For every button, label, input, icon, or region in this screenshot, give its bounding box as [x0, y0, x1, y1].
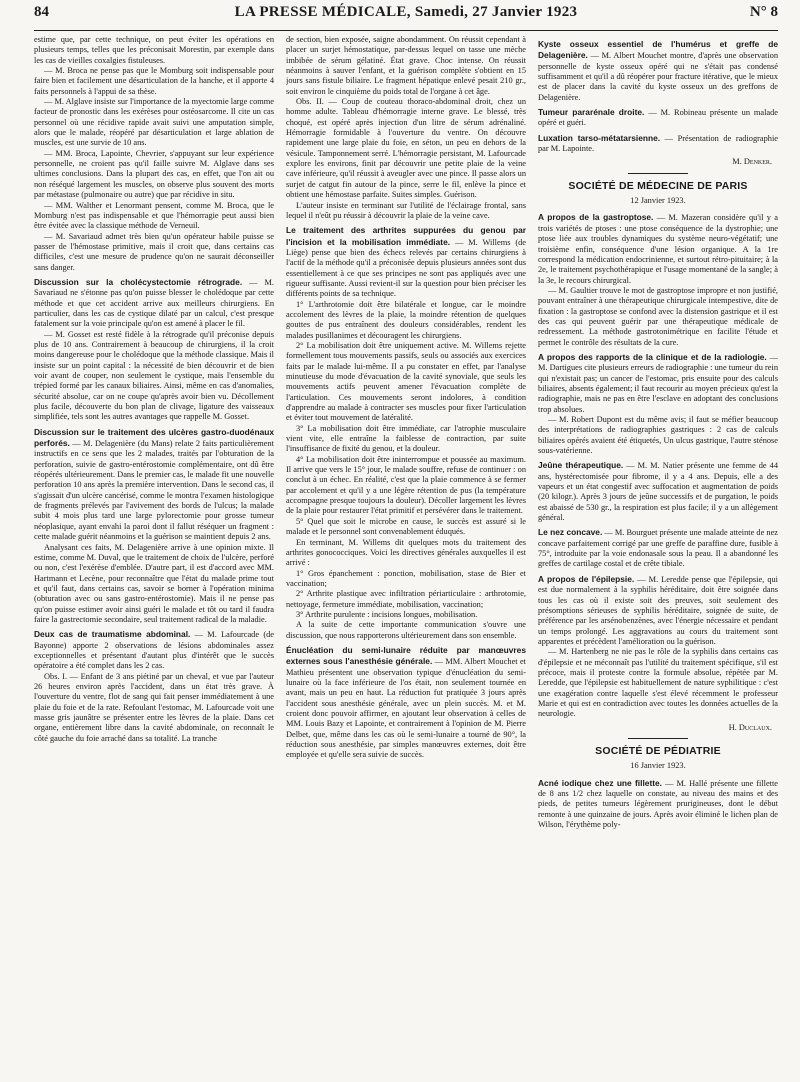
paragraph-text: — M. Mazeran considère qu'il y a trois variétés de ptoses : une ptose conséquence de la dystrophie; une ptose liée aux troubles dynamiques du système neuro-végétatif; une troisième enfin, conséquence d'une lésion organique. A la 1re correspond la médication endocrinienne, et surtout rétro-pituitaire; à la 2e, le traitement psychothérapique et l'usage momentané de la sangle; à la 3e, le recours chirurgical.	[538, 213, 778, 285]
paragraph-with-heading	[538, 352, 778, 415]
paragraph-text: — MM. Walther et Lenormant pensent, comme M. Broca, que le Momburg n'est pas indispensable et que l'hémorragie peut aussi bien être évitée avec la classique méthode de Verneuil.	[34, 200, 274, 231]
paragraph-text: 2° Arthrite plastique avec infiltration périarticulaire : arthrotomie, nettoyage, fermeture immédiate, mobilisation, vaccination;	[286, 589, 526, 609]
author-signature: H. Duclaux.	[728, 722, 772, 732]
paragraph-text: — M. Robineau présente un malade opéré et guéri.	[538, 108, 778, 128]
column-3	[538, 35, 778, 1075]
paragraph	[286, 620, 526, 641]
paragraph-text: L'auteur insiste en terminant sur l'utilité de l'éclairage frontal, sans lequel il n'eût pu réussir à découvrir la plaie de la veine cave.	[286, 200, 526, 220]
paragraph-text: — M. Broca ne pense pas que le Momburg soit indispensable pour faire bien et facilement une désarticulation de la hanche, et il apporte 4 faits personnels à l'appui de sa thèse.	[34, 66, 274, 96]
paragraph-heading: Énucléation du semi-lunaire réduite par manœuvres externes sous l'anesthésie générale.	[286, 644, 526, 667]
paragraph-with-heading	[538, 574, 778, 647]
author-signature: M. Denker.	[732, 157, 772, 167]
paragraph-heading: Le traitement des arthrites suppurées du genou par l'incision et la mobilisation immédiate.	[286, 225, 526, 247]
paragraph-heading: Le nez concave.	[538, 527, 603, 538]
paragraph-text: estime que, par cette technique, on peut éviter les opérations en plusieurs temps, telles que les préconisait Morestin, par exemple dans les cas de vieilles coxalgies fistuleuses.	[34, 35, 274, 65]
issue-number: N° 8	[749, 4, 778, 20]
paragraph	[34, 543, 274, 626]
paragraph	[34, 66, 274, 97]
paragraph	[286, 97, 526, 200]
paragraph-with-heading	[538, 778, 778, 831]
section-title: SOCIÉTÉ DE PÉDIATRIE	[595, 744, 721, 757]
divider	[628, 738, 688, 739]
journal-title: LA PRESSE MÉDICALE, Samedi, 27 Janvier 1923	[234, 4, 578, 20]
paragraph-text: — M. Dartigues cite plusieurs erreurs de radiographie : une tumeur du rein qui n'existait pas; un cancer de l'estomac, pris ensuite pour des calculs biliaires, absents également; il faut recourir au moyen précieux qu'est la radiographie, mais ne pas en être l'esclave en adoptant des conclusions trop absolues.	[538, 352, 778, 414]
paragraph-heading: A propos de l'épilepsie.	[538, 573, 635, 584]
paragraph	[538, 415, 778, 456]
paragraph-text: 3° La mobilisation doit être immédiate, car l'atrophie musculaire vient vite, elle entraîne la faiblesse de contraction, par suite l'insuffisance de fixité du genou, et la douleur.	[286, 423, 526, 454]
surgery-notes	[538, 39, 778, 154]
paragraph-heading: Deux cas de traumatisme abdominal.	[34, 629, 191, 640]
section-date: 12 Janvier 1923.	[630, 196, 686, 206]
paragraph-text: — M. M. Natier présente une femme de 44 ans, hystérectomisée pour fibrome, il y a 4 ans. Depuis, elle a des vapeurs et un état congestif avec suffocation et augmentation de poids (20 kilogr.). Après 3 jours de jeûne successifs et de purgation, le poids est abaissé de 530 gr., la respiration est plus facile; il y a un allègement général.	[538, 461, 778, 523]
paragraph-text: Analysant ces faits, M. Delagenière arrive à une opinion mixte. Il estime, comme M. Duval, que le traitement de choix de l'ulcère, perforé ou non, c'est l'exérèse d'emblée. D'autre part, il est d'accord avec MM. Hartmann et Lecène, pour reconnaître que l'état du malade prime tout et qu'il faut, dans certains cas, savoir se borner à l'opération minima (obturation avec ou sans gastro-entérostomie). Mais il ne pense pas qu'on puisse estimer avoir ainsi guéri le malade et tôt ou tard il faudra faire la gastrectomie secondaire, seul traitement radical de la maladie.	[34, 542, 274, 624]
paragraph	[34, 97, 274, 149]
pediatrics-notes	[538, 778, 778, 831]
paragraph	[286, 538, 526, 569]
paragraph	[286, 589, 526, 610]
section-date: 16 Janvier 1923.	[630, 761, 686, 771]
paragraph-with-heading	[34, 427, 274, 543]
paragraph-heading: Discussion sur la cholécystectomie rétrograde.	[34, 276, 243, 287]
paragraph	[286, 455, 526, 517]
paragraph-with-heading	[538, 212, 778, 285]
paragraph-text: A la suite de cette importante communication s'ouvre une discussion, que nous rapporterons ultérieurement dans son ensemble.	[286, 620, 526, 640]
paragraph-text: de section, bien exposée, saigne abondamment. On réussit cependant à placer un surjet hémostatique, par-dessus lequel on tasse une mèche imbibée de sérum gélatiné. État grave. Choc intense. On réussit néanmoins à sauver l'enfant, et la guérison complète s'obtient en 15 jours sans fistule biliaire. Le fragment hépatique enlevé pesait 210 gr., soit environ le cinquième du poids total de l'organe à cet âge.	[286, 35, 526, 96]
paragraph-with-heading	[538, 107, 778, 129]
paragraph-with-heading	[286, 225, 526, 299]
paragraph-text: En terminant, M. Willems dit quelques mots du traitement des arthrites gonococciques. Voici les directives générales auxquelles il est arrivé :	[286, 537, 526, 568]
paragraph-text: 1° Gros épanchement : ponction, mobilisation, stase de Bier et vaccination;	[286, 568, 526, 588]
paragraph-heading: Jeûne thérapeutique.	[538, 460, 624, 471]
paragraph-with-heading	[34, 277, 274, 330]
paragraph-text: Obs. I. — Enfant de 3 ans piétiné par un cheval, et vue par l'auteur 26 heures environ après l'accident, dans un état très grave. À l'ouverture du ventre, flot de sang qui fait penser immédiatement à une plaie du foie et de la rate. Refoulant l'estomac, M. Lafourcade voit une masse gris jaunâtre se présenter entre les lèvres de la plaie. Dans cet organe, entièrement libre dans la cavité abdominale, on reconnaît le côté gauche du foie arraché dans sa totalité. La tranche	[34, 671, 274, 743]
paragraph	[538, 647, 778, 719]
paragraph	[34, 672, 274, 744]
paragraph-text: — M. Gosset est resté fidèle à la rétrograde qu'il préconise depuis plus de 10 ans. Contrairement à beaucoup de chirurgiens, il la croit moins dangereuse pour le cholédoque que la méthode classique. Mais il insiste sur un point capital : la nécessité de bien découvrir et de bien voir avant de couper, non seulement le cystique, mais l'ensemble du trépied formé par les canaux biliaires. Ainsi, même en cas d'anomalies, sécurité absolue, car on ne coupe qu'après avoir bien vu. Décollement plus facile, découverte du bon plan de clivage, ligature des vaisseaux simplifiée, tels sont les autres avantages que rappelle M. Gosset.	[34, 329, 274, 422]
section-title: SOCIÉTÉ DE MÉDECINE DE PARIS	[568, 179, 748, 192]
paragraph	[286, 610, 526, 620]
medicine-society-notes	[538, 212, 778, 719]
paragraph-text: — M. Gaultier trouve le mot de gastroptose impropre et non justifié, pouvant entraîner à une thérapeutique chirurgicale intempestive, dite de fixation : la gastroptose se confond avec la distension gastrique et il est des cas qui peuvent guérir par une thérapeutique médicale de redressement. La méthode gastrotonimétrique en facilite l'étude et permet le contrôle des résultats de la cure.	[538, 285, 778, 347]
paragraph-text: 4° La mobilisation doit être ininterrompue et poussée au maximum. Il arrive que vers le 15° jour, le malade souffre, refuse de continuer : on conclut à un échec. En réalité, c'est que la plaie commence à se fermer par accolement et qu'il y a une légère rétention de pus (la température accompagne presque toujours la douleur). Décoller largement les lèvres de la plaie pour restaurer l'état primitif et persévérer dans le traitement.	[286, 454, 526, 516]
paragraph-text: Obs. II. — Coup de couteau thoraco-abdominal droit, chez un homme adulte. Tableau d'hémorragie interne grave. Le blessé, très choqué, est opéré après injection d'un litre de sérum adrénaliné. Hémorragie formidable à l'ouverture du ventre. On découvre rapidement une large plaie du foie, en séton, un peu en dehors de la vésicule. Tamponnement serré. L'hémorragie persistant, M. Lafourcade explore les environs, finit par découvrir une petite plaie de la veine cave inférieure, qu'il réussit à aveugler avec une pince. Il passe alors un surjet de catgut fin autour de la pince, serre le fil, enlève la pince et obtient une hémostase parfaite. Suites simples. Guérison.	[286, 97, 526, 200]
paragraph-text: — M. Leredde pense que l'épilepsie, qui est due normalement à la syphilis héréditaire, doit être soignée dans tous les cas où il existe soit des preuves, soit seulement des présomptions sérieuses de syphilis héréditaire, soignée de suite, de préférence par les arsénobenzènes, avec l'énergie nécessaire et pendant un temps prolongé. Les aggravations au cours du traitement sont apparentes et précèdent l'amélioration ou la guérison.	[538, 574, 778, 646]
paragraph	[286, 424, 526, 455]
paragraph-with-heading	[34, 629, 274, 671]
page-number: 84	[34, 4, 49, 20]
paragraph	[286, 517, 526, 538]
paragraph-text: 5° Quel que soit le microbe en cause, le succès est assuré si le malade et le personnel sont convenablement éduqués.	[286, 516, 526, 537]
column-1	[34, 35, 274, 1075]
paragraph	[286, 35, 526, 97]
paragraph	[286, 201, 526, 222]
page-header	[34, 0, 778, 31]
paragraph-heading: Luxation tarso-métatarsienne.	[538, 132, 661, 143]
paragraph-with-heading	[538, 39, 778, 103]
paragraph-text: — M. Robert Dupont est du même avis; il faut se méfier beaucoup des interprétations de radiographies gastriques : 2 cas de calculs biliaires opérés avaient été étiquetés, Un ulcus gastrique, l'autre sténose sous-vatérienne.	[538, 415, 778, 456]
paragraph	[34, 149, 274, 201]
paragraph-text: — MM. Albert Mouchet et Mathieu présentent une observation typique d'énucléation du semi-lunaire où la face inférieure de l'os était, non seulement tournée en avant, mais un peu en haut. La réduction fut pratiquée 3 jours après l'accident sous anesthésie générale, avec un plein succès. M. et M. croient donc pouvoir affirmer, en ajoutant leur observation à celles de MM. Louis Bazy et Lapointe, et contrairement à l'opinion de M. Pierre Delbet, que, même dans les cas où le semi-lunaire a tourné de 90°, la réduction sous anesthésie, par simples manœuvres externes, doit être employée et qu'elle sera suivie de succès.	[286, 657, 526, 760]
paragraph-with-heading	[286, 645, 526, 761]
paragraph	[286, 341, 526, 424]
paragraph-text: — Présentation de radiographie par M. Lapointe.	[538, 133, 778, 154]
paragraph	[286, 300, 526, 341]
paragraph-text: 2° La mobilisation doit être uniquement active. M. Willems rejette formellement tous mouvements passifs, seuls ou associés aux exercices faits par le malade lui-même. Il a pu constater en effet, par l'analyse minutieuse du mode d'évacuation de la cavité synoviale, que seuls les mouvements actifs peuvent amener l'évacuation complète de l'articulation. Ces mouvements seront indolores, à condition d'apprendre au malade à contracter ses muscles pour fixer l'articulation et éviter tout mouvement de latéralité.	[286, 340, 526, 423]
column-2	[286, 35, 526, 1075]
paragraph-text: 3° Arthrite purulente : incisions longues, mobilisation.	[296, 609, 478, 619]
paragraph-text: — M. Savariaud ne s'étonne pas qu'on puisse blesser le cholédoque par cette méthode et que cet accident arrive aux meilleurs chirurgiens. En particulier, dans les cas de cystique dilaté par un calcul, c'est presque fatalement sur la voie principale qu'on est amené à placer le fil.	[34, 277, 274, 329]
paragraph	[34, 330, 274, 423]
paragraph	[34, 232, 274, 273]
paragraph-text: — M. Bourguet présente une malade atteinte de nez concave parfaitement corrigé par une greffe de paraffine dure, fusible à 75°, introduite par la voie endonasale sous la peau. Il a abandonné les greffes de cartilage costal et de crête tibiale.	[538, 528, 778, 569]
paragraph-heading: Tumeur pararénale droite.	[538, 107, 645, 118]
paragraph-heading: A propos de la gastroptose.	[538, 212, 654, 223]
paragraph-heading: Discussion sur le traitement des ulcères gastro-duodénaux perforés.	[34, 426, 274, 449]
paragraph-text: — M. Hallé présente une fillette de 8 ans 1/2 chez laquelle on constate, au niveau des mains et des pieds, de petites tumeurs légèrement prurigineuses, dont le début remonte à une quinzaine de jours. Après avoir éliminé le lichen plan de Wilson, l'érythème poly-	[538, 778, 778, 830]
divider	[628, 173, 688, 174]
paragraph-text: — M. Albert Mouchet montre, d'après une observation personnelle de kyste osseux opéré qui ne s'était pas condensé suffisamment et qu'il a dû réopérer pour fracture itérative, que le mieux est de placer dans la cavité du kyste osseux un des greffons de Delagenière.	[538, 51, 778, 102]
paragraph-text: 1° L'arthrotomie doit être bilatérale et longue, car le moindre accolement des lèvres de la plaie, la moindre rétention de quelques gouttes de pus entraînent des douleurs considérables, rendent les malades pusillanimes et découragent les chirurgiens.	[286, 299, 526, 340]
paragraph-text: — M. Willems (de Liège) pense que bien des échecs relevés par certains chirurgiens à l'actif de la méthode qu'il a préconisée depuis plusieurs années sont dus essentiellement à ce que ses principes ne sont pas appliqués avec une rigueur suffisante. Aussi revient-il sur la question pour bien préciser les différents points de sa technique.	[286, 237, 526, 299]
paragraph-with-heading	[538, 527, 778, 569]
paragraph-text: — M. Alglave insiste sur l'importance de la myectomie large comme facteur de pronostic dans les exérèses pour ostéosarcome. Il cite un cas personnel où une récidive rapide avait suivi une amputation simple, alors que le malade, réopéré par désarticulation et large ablation de muscles, est une survie de 10 ans.	[34, 97, 274, 148]
paragraph-with-heading	[538, 133, 778, 155]
paragraph-text: — M. Savariaud admet très bien qu'un opérateur habile puisse se passer de l'hémostase primitive, mais il croit que, dans certains cas difficiles, c'est une mesure de prudence qu'on ne saurait déconseiller sans danger.	[34, 231, 274, 272]
paragraph	[34, 201, 274, 232]
paragraph-text: — M. Hartenberg ne nie pas le rôle de la syphilis dans certains cas d'épilepsie et ne méconnaît pas l'utilité du traitement spécifique, s'il est précoce, mais il proteste contre la formule absolue, répétée par M. Leredde, que l'épilepsie est habituellement de nature syphilitique : c'est une exagération contre laquelle s'est élevé récemment le professeur Marie et qui est en contradiction avec toutes les données actuelles de la neurologie.	[538, 647, 778, 719]
paragraph-text: — M. Lafourcade (de Bayonne) apporte 2 observations de lésions abdominales assez exceptionnelles et présentant d'autant plus d'intérêt que le succès opératoire a été complet dans les 2 cas.	[34, 630, 274, 671]
paragraph-heading: Kyste osseux essentiel de l'humérus et greffe de Delagenière.	[538, 39, 778, 61]
paragraph	[286, 569, 526, 590]
paragraph-with-heading	[538, 460, 778, 523]
paragraph-text: — M. Delagenière (du Mans) relate 2 faits particulièrement instructifs en ce sens que les 2 malades, traités par l'obturation de la perforation, suivie de gastro-entérostomie complémentaire, ont dû être réopérés ultérieurement. Dans le premier cas, le malade fit une nouvelle perforation 10 ans après la première intervention. Dans le second cas, il s'agissait d'un ulcère cancérisé, comme le montra l'examen histologique de fragments prélevés par l'avivement des bords de l'ulcus; la malade subit 4 mois plus tard une large pylorectomie pour grosse tumeur néoplasique, ayant envahi la paroi dont il fallut réséquer un fragment : cette malade guérit néanmoins et la guérison se maintient depuis 2 ans.	[34, 439, 274, 542]
paragraph-heading: A propos des rapports de la clinique et de la radiologie.	[538, 351, 767, 362]
paragraph	[538, 286, 778, 348]
paragraph	[34, 35, 274, 66]
columns	[34, 35, 778, 1075]
paragraph-heading: Acné iodique chez une fillette.	[538, 777, 663, 788]
paragraph-text: — MM. Broca, Lapointe, Chevrier, s'appuyant sur leur expérience personnelle, ne croient pas qu'il faille suivre M. Alglave dans ses ultimes conclusions. Dans la plupart des cas, en effet, que l'on ait ou non réséqué largement les muscles, on observe plus souvent des morts par métastase (pulmonaire ou autre) que par récidive in situ.	[34, 148, 274, 200]
